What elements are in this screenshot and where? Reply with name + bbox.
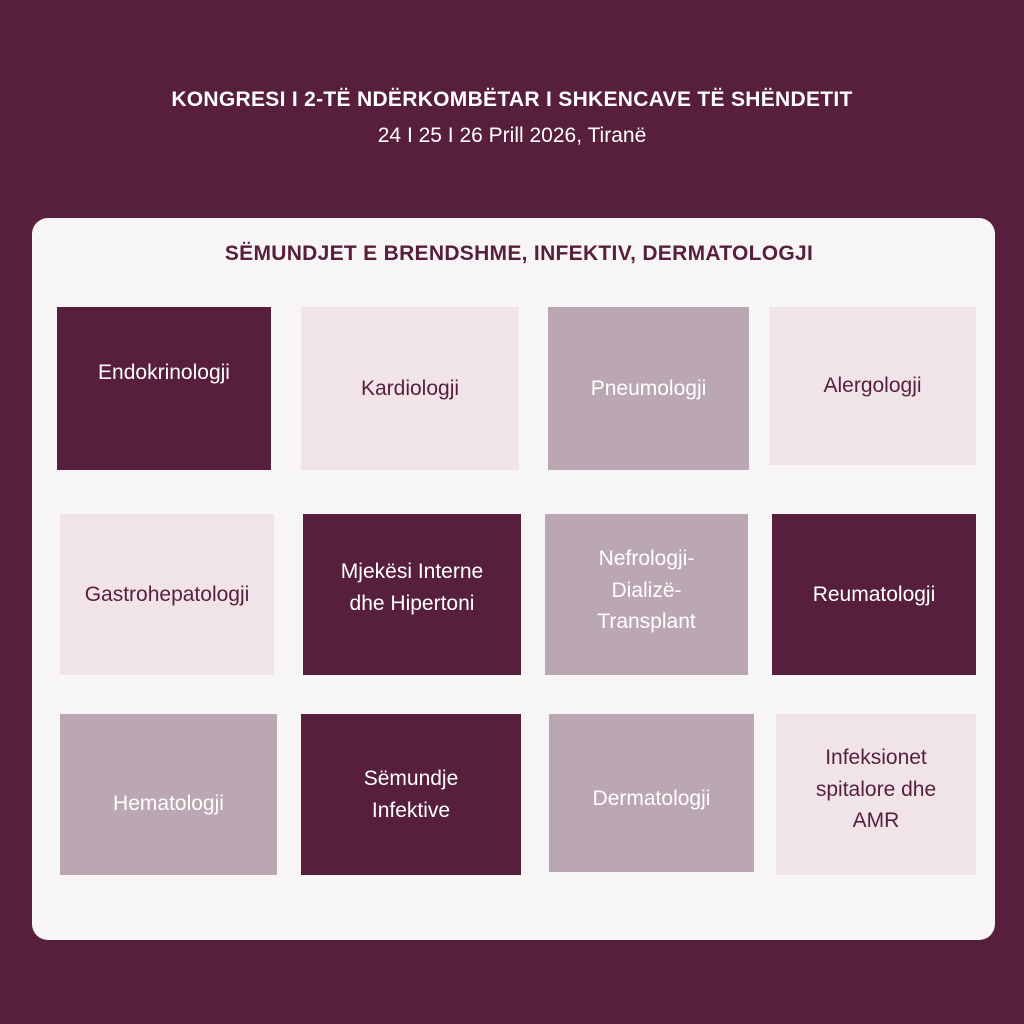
tile-label: Nefrologji- Dializë- Transplant (597, 547, 696, 634)
tile-kardiologji (301, 307, 519, 470)
tile-label: Kardiologji (360, 376, 460, 400)
tile-mjekesi-interne (303, 514, 521, 675)
section-title: SËMUNDJET E BRENDSHME, INFEKTIV, DERMATOLOGJI (224, 242, 814, 265)
congress-dates: 24 I 25 I 26 Prill 2026, Tiranë (377, 124, 647, 147)
tile-reumatologji (772, 514, 976, 675)
tile-label: Pneumologji (590, 376, 707, 400)
tile-gastrohepatologji (60, 514, 274, 675)
tile-hematologji (60, 714, 277, 875)
tile-label: Mjekësi Interne dhe Hipertoni (340, 560, 484, 615)
tile-nefrologji (545, 514, 748, 675)
tile-alergologji (769, 307, 976, 465)
tile-label: Reumatologji (812, 582, 936, 606)
tile-label: Dermatologji (592, 787, 711, 811)
tile-label: Infeksionet spitalore dhe AMR (815, 746, 937, 833)
tile-label: Gastrohepatologji (84, 582, 250, 606)
tile-dermatologji (549, 714, 754, 872)
tile-infeksionet-spitalore (776, 714, 976, 875)
congress-title: KONGRESI I 2-TË NDËRKOMBËTAR I SHKENCAVE TË SHËNDETIT (171, 88, 853, 111)
tile-label: Alergologji (823, 374, 922, 398)
tile-endokrinologji (57, 307, 271, 470)
tile-label: Sëmundje Infektive (363, 767, 459, 822)
tile-semundje-infektive (301, 714, 521, 875)
tile-pneumologji (548, 307, 749, 470)
tile-label: Hematologji (113, 791, 224, 815)
tile-label: Endokrinologji (98, 360, 230, 384)
